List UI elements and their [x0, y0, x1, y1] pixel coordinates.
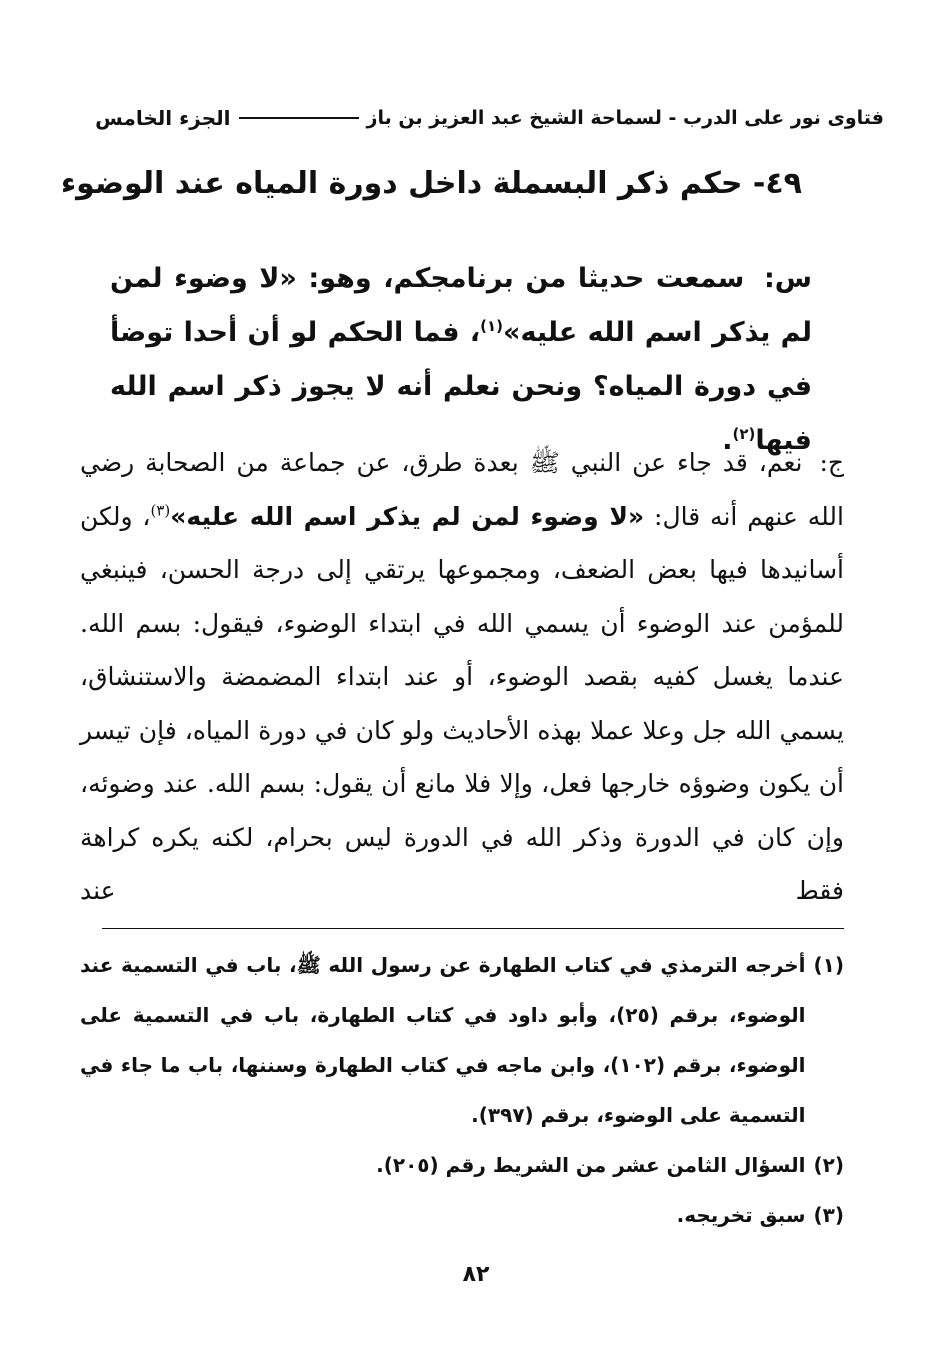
answer-text-2: ، ولكن أسانيدها فيها بعض الضعف، ومجموعها يرتقي إلى درجة الحسن، فينبغي للمؤمن عند الوضوء أن يسمي الله في ابتداء الوضوء، فيقول: بسم الله. عندما يغسل كفيه بقصد الوضوء، أو عند ابتداء المضمضة والاستنشاق، يسمي الله جل وعلا عملا بهذه الأحاديث ولو كان في دورة المياه، فإن تيسر أن يكون وضوؤه خارجها فعل، وإلا فلا مانع أن يقول: بسم الله. عند وضوئه، وإن كان في الدورة وذكر الله في الدورة ليس بحرام، لكنه يكره كراهة فقط عند [80, 501, 844, 905]
hadith-quote: «لا وضوء لمن لم يذكر اسم الله عليه» [170, 501, 645, 531]
footnote-item [80, 940, 844, 1140]
question-text-2: ، فما الحكم لو أن أحدا توضأ في دورة المياه؟ ونحن نعلم أنه لا يجوز ذكر اسم الله فيها [110, 317, 812, 456]
header-rule [239, 117, 359, 119]
answer-text-1: نعم، قد جاء عن النبي ﷺ بعدة طرق، عن جماعة من الصحابة رضي الله عنهم أنه قال: [80, 448, 844, 531]
footnote-item [80, 1140, 844, 1190]
footnote-ref-3: (٣) [150, 501, 171, 520]
footnote-text: السؤال الثامن عشر من الشريط رقم (٢٠٥). [376, 1153, 806, 1177]
question-text-1: سمعت حديثا من برنامجكم، وهو: «لا وضوء لمن لم يذكر اسم الله عليه» [110, 263, 812, 348]
footnote-ref-1: (١) [480, 317, 504, 335]
footnote-separator [102, 928, 844, 929]
answer-paragraph [80, 436, 844, 918]
footnotes [80, 940, 844, 1240]
footnote-ref-2: (٢) [732, 425, 756, 443]
question-text-3: . [722, 425, 733, 456]
section-title: ٤٩- حكم ذكر البسملة داخل دورة المياه عند الوضوء [60, 166, 802, 201]
volume-label: الجزء الخامس [95, 106, 231, 130]
question-label: س: [763, 263, 813, 294]
footnote-text: سبق تخريجه. [676, 1203, 806, 1227]
book-title: فتاوى نور على الدرب - لسماحة الشيخ عبد العزيز بن باز [366, 107, 884, 129]
page-number: ٨٢ [462, 1262, 490, 1287]
running-header [80, 100, 884, 136]
footnote-number: (١) [813, 953, 844, 977]
footnote-number: (٢) [813, 1153, 844, 1177]
answer-label: ج: [819, 448, 845, 477]
footnote-item [80, 1190, 844, 1240]
footnote-text: أخرجه الترمذي في كتاب الطهارة عن رسول الله ﷺ، باب في التسمية عند الوضوء، برقم (٢٥)، وأبو داود في كتاب الطهارة، باب في التسمية على الوضوء، برقم (١٠٢)، وابن ماجه في كتاب الطهارة وسننها، باب ما جاء في التسمية على الوضوء، برقم (٣٩٧). [80, 953, 806, 1127]
footnote-number: (٣) [813, 1203, 844, 1227]
